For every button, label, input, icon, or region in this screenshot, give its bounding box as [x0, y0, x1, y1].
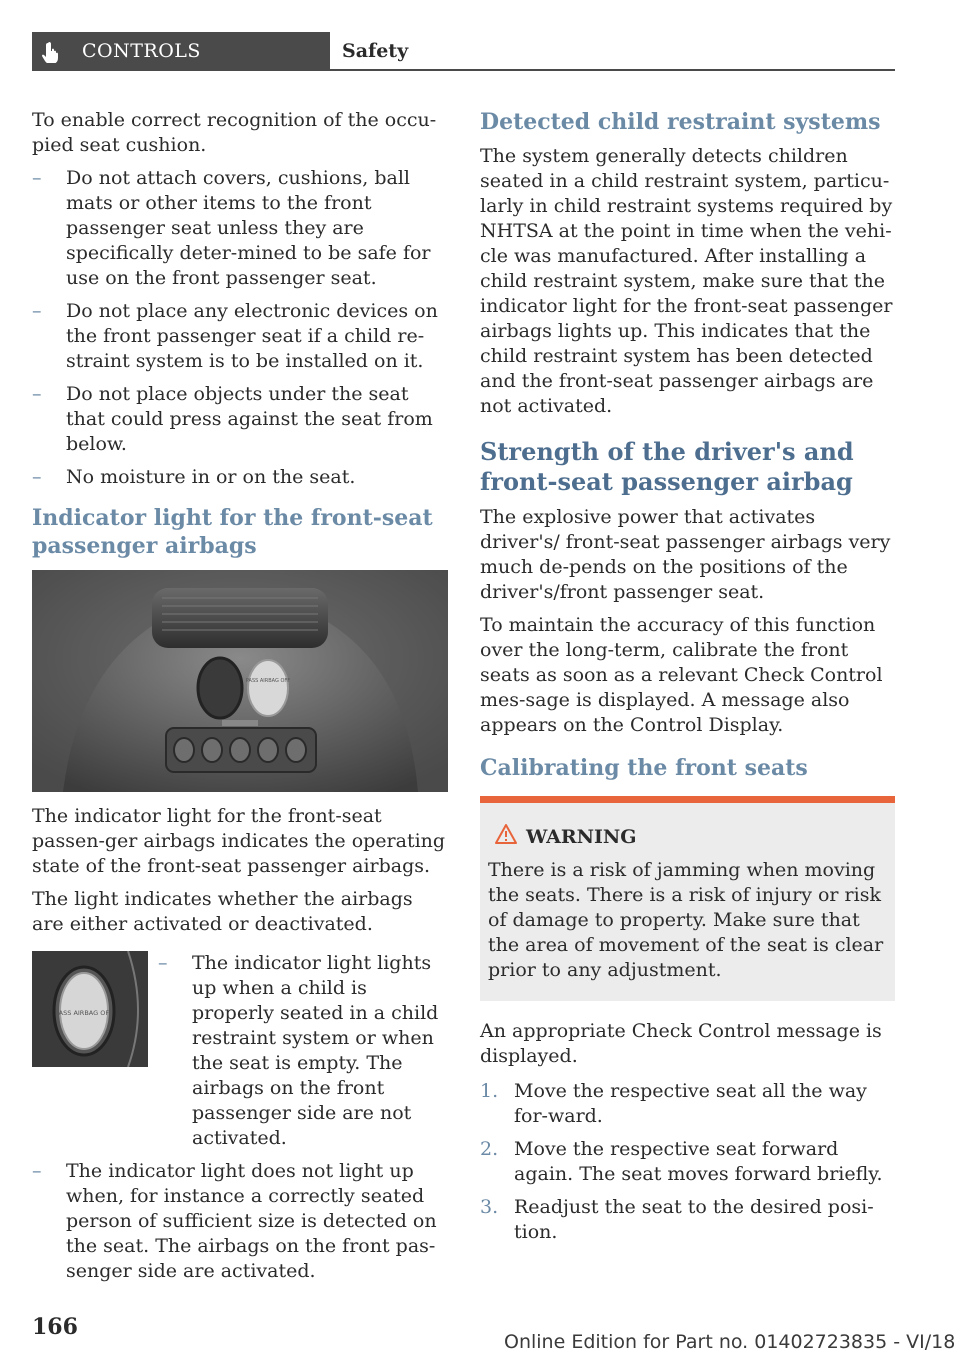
strength-paragraph-1: The explosive power that activates driver's/ front-seat passenger airbags very much de-pends on the positions of the driver's/front passenger seat.: [480, 506, 891, 603]
list-item: – Do not attach covers, cushions, ball mats or other items to the front passenger seat unless they are specifically deter-mined to be safe for use on the front passenger seat.: [32, 166, 448, 291]
seat-cushion-list: [32, 166, 448, 490]
pointing-hand-icon: [42, 41, 62, 63]
left-column: [32, 108, 448, 1292]
chapter-title: Safety: [342, 40, 409, 62]
heading-calibrating-seats: Calibrating the front seats: [480, 755, 808, 781]
list-item: – Do not place objects under the seat that could press against the seat from below.: [32, 382, 448, 457]
step-item: [480, 1195, 895, 1245]
list-item: – No moisture in or on the seat.: [32, 465, 448, 490]
warning-title-row: [488, 825, 887, 850]
step-item: [480, 1137, 895, 1187]
indicator-state-list-2: [32, 1159, 448, 1284]
heading-indicator-light: Indicator light for the front-seat passenger airbags: [32, 505, 433, 559]
check-control-paragraph: An appropriate Check Control message is displayed.: [480, 1020, 882, 1067]
step-text: Move the respective seat all the way for-ward.: [514, 1080, 867, 1127]
strength-paragraph-2: To maintain the accuracy of this function over the long-term, calibrate the front seats as soon as a relevant Check Control mes-sage is displayed. A message also appears on the Control Display.: [480, 614, 883, 736]
overhead-console-photo: [32, 570, 448, 792]
airbag-off-indicator-photo: [32, 951, 148, 1067]
step-item: [480, 1079, 895, 1129]
step-number: 2.: [480, 1138, 499, 1160]
section-title: CONTROLS: [82, 40, 201, 62]
chapter-bar: [330, 32, 895, 71]
intro-paragraph: To enable correct recognition of the occu-pied seat cushion.: [32, 109, 437, 156]
step-number: 1.: [480, 1080, 499, 1102]
indicator-state-list: [158, 951, 448, 1151]
edition-footer: Online Edition for Part no. 01402723835 - VI/18: [504, 1331, 956, 1353]
page-number: 166: [32, 1314, 78, 1340]
thumb-indicator-label: PASS AIRBAG OFF: [55, 1009, 113, 1017]
step-number: 3.: [480, 1196, 499, 1218]
indicator-state-block: [32, 951, 448, 1151]
step-text: Readjust the seat to the desired posi-tion.: [514, 1196, 874, 1243]
heading-detected-child-restraint: Detected child restraint systems: [480, 109, 881, 135]
warning-triangle-icon: [494, 823, 518, 845]
indicator-paragraph-1: The indicator light for the front-seat passen-ger airbags indicates the operating state of the front-seat passenger airbags.: [32, 805, 446, 877]
list-item: – The indicator light lights up when a child is properly seated in a child restraint system or when the seat is empty. The airbags on the front passenger side are not activated.: [158, 951, 448, 1151]
calibration-steps: [480, 1079, 895, 1245]
page-header: [32, 32, 895, 71]
step-text: Move the respective seat forward again. The seat moves forward briefly.: [514, 1138, 883, 1185]
indicator-paragraph-2: The light indicates whether the airbags are either activated or deactivated.: [32, 888, 413, 935]
list-item: – Do not place any electronic devices on the front passenger seat if a child re-straint system is to be installed on it.: [32, 299, 448, 374]
photo-indicator-label: PASS AIRBAG OFF: [245, 678, 291, 684]
warning-box: [480, 796, 895, 1001]
right-column: [480, 108, 895, 1253]
warning-title: WARNING: [526, 826, 637, 848]
section-tab: [32, 32, 330, 71]
warning-text: There is a risk of jamming when moving the seats. There is a risk of injury or risk of damage to property. Make sure that the area of movement of the seat is clear prior to any adjustment.: [488, 859, 884, 981]
list-item: – The indicator light does not light up when, for instance a correctly seated person of sufficient size is detected on the seat. The airbags on the front pas-senger side are activated.: [32, 1159, 448, 1284]
heading-airbag-strength: Strength of the driver's and front-seat passenger airbag: [480, 437, 854, 496]
detected-paragraph: The system generally detects children seated in a child restraint system, particu-larly in child restraint systems required by NHTSA at the point in time when the vehi-cle was manufactured. After installing a child restraint system, make sure that the indicator light for the front-seat passenger airbags lights up. This indicates that the child restraint system has been detected and the front-seat passenger airbags are not activated.: [480, 145, 893, 417]
